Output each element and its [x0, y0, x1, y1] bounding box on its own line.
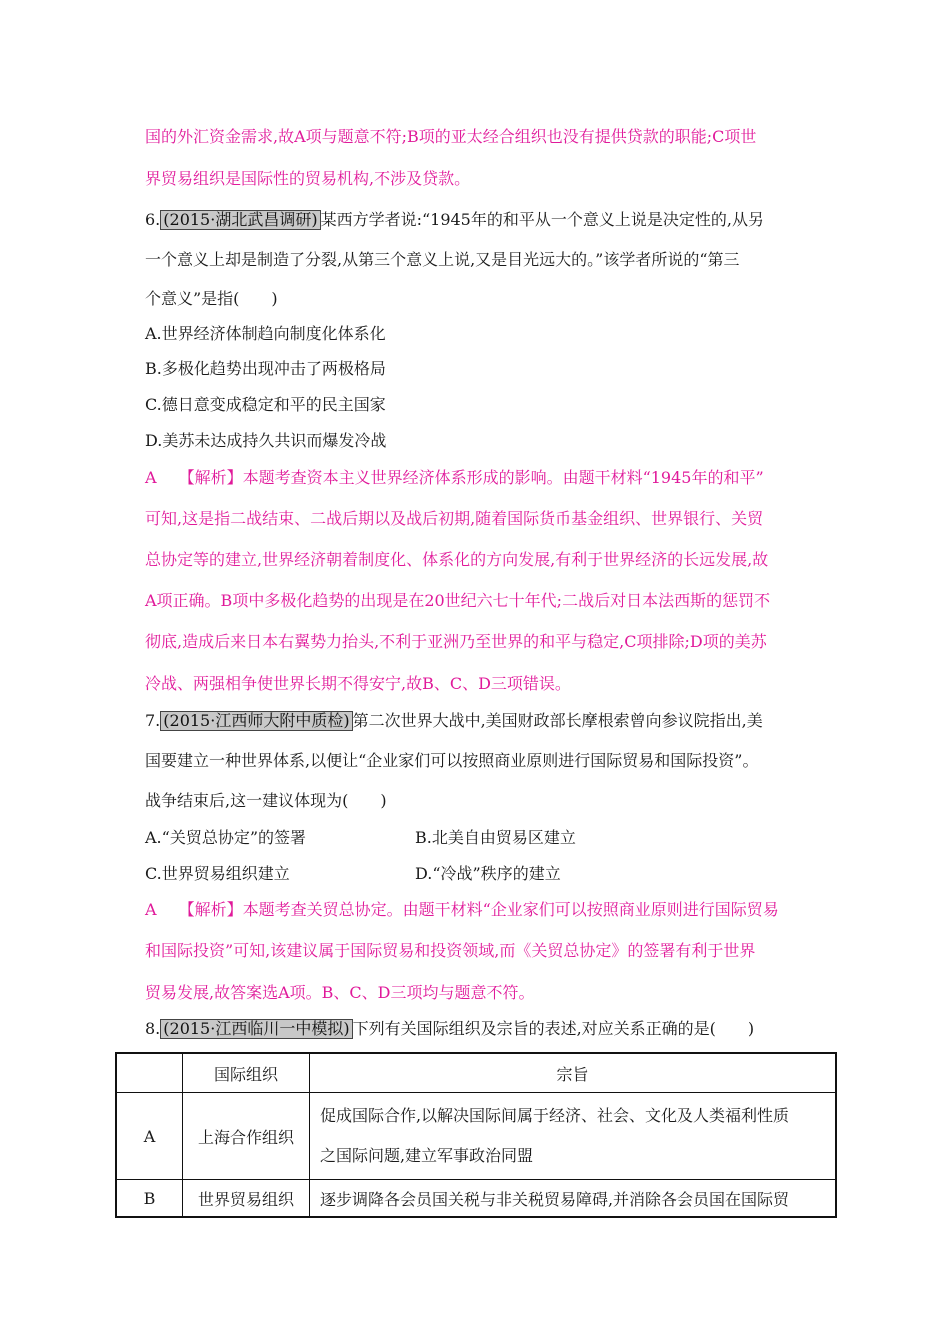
table-header-purpose: 宗旨 [309, 1053, 836, 1093]
analysis-line: 彻底,造成后来日本右翼势力抬头,不利于亚洲乃至世界的和平与稳定,C项排除;D项的美苏 [145, 632, 767, 651]
organization-table [115, 1052, 837, 1218]
analysis-line: 和国际投资”可知,该建议属于国际贸易和投资领域,而《关贸总协定》的签署有利于世界 [145, 941, 756, 960]
question-7-analysis [145, 900, 825, 920]
question-6-option-d: D.美苏未达成持久共识而爆发冷战 [145, 431, 387, 450]
table-row [116, 1093, 836, 1180]
row-org: 上海合作组织 [183, 1093, 310, 1180]
table-header-org: 国际组织 [183, 1053, 310, 1093]
table-header-blank [116, 1053, 183, 1093]
table-row [116, 1180, 836, 1218]
question-7-stem-line: 国要建立一种世界体系,以便让“企业家们可以按照商业原则进行国际贸易和国际投资”。 [145, 751, 759, 770]
analysis-line: 可知,这是指二战结束、二战后期以及战后初期,随着国际货币基金组织、世界银行、关贸 [145, 509, 764, 528]
question-6-option-b: B.多极化趋势出现冲击了两极格局 [145, 359, 386, 378]
question-6-option-a: A.世界经济体制趋向制度化体系化 [145, 324, 386, 343]
row-key: B [116, 1180, 183, 1218]
answer-letter: A [145, 468, 157, 487]
table-header-row [116, 1053, 836, 1093]
analysis-line: 总协定等的建立,世界经济朝着制度化、体系化的方向发展,有利于世界经济的长远发展,故 [145, 550, 769, 569]
question-7-options-row [145, 864, 825, 884]
analysis-line: 冷战、两强相争使世界长期不得安宁,故B、C、D三项错误。 [145, 674, 571, 693]
analysis-line: 贸易发展,故答案选A项。B、C、D三项均与题意不符。 [145, 983, 535, 1002]
stem-text: 第二次世界大战中,美国财政部长摩根索曾向参议院指出,美 [352, 711, 763, 730]
question-7-option-c: C.世界贸易组织建立 [145, 864, 290, 883]
stem-text: 下列有关国际组织及宗旨的表述,对应关系正确的是( ) [352, 1019, 755, 1038]
question-7-stem [145, 711, 825, 731]
analysis-text: 【解析】本题考查资本主义世界经济体系形成的影响。由题干材料“1945年的和平” [178, 468, 764, 487]
analysis-text: 【解析】本题考查关贸总协定。由题干材料“企业家们可以按照商业原则进行国际贸易 [178, 900, 779, 919]
question-7-stem-line: 战争结束后,这一建议体现为( ) [145, 791, 387, 810]
stem-text: 某西方学者说:“1945年的和平从一个意义上说是决定性的,从另 [320, 210, 764, 229]
question-6-stem [145, 210, 825, 230]
row-org: 世界贸易组织 [183, 1180, 310, 1218]
question-8-stem [145, 1019, 825, 1039]
row-key: A [116, 1093, 183, 1180]
question-number: 8. [145, 1019, 161, 1038]
explanation-line: 国的外汇资金需求,故A项与题意不符;B项的亚太经合组织也没有提供贷款的职能;C项世 [145, 127, 757, 146]
question-6-option-c: C.德日意变成稳定和平的民主国家 [145, 395, 386, 414]
question-7-option-d: D.“冷战”秩序的建立 [415, 864, 561, 883]
explanation-line: 界贸易组织是国际性的贸易机构,不涉及贷款。 [145, 169, 471, 188]
question-6-analysis [145, 468, 825, 488]
row-purpose [309, 1093, 836, 1180]
purpose-line: 促成国际合作,以解决国际间属于经济、社会、文化及人类福利性质 [319, 1106, 790, 1125]
source-tag: (2015·湖北武昌调研) [160, 210, 320, 230]
question-number: 6. [145, 210, 161, 229]
answer-letter: A [145, 900, 157, 919]
question-7-options-row [145, 828, 825, 848]
question-6-stem-line: 个意义”是指( ) [145, 289, 278, 308]
source-tag: (2015·江西师大附中质检) [160, 711, 352, 731]
question-7-option-a: A.“关贸总协定”的签署 [145, 828, 307, 847]
question-6-stem-line: 一个意义上却是制造了分裂,从第三个意义上说,又是目光远大的。”该学者所说的“第三 [145, 250, 740, 269]
question-number: 7. [145, 711, 161, 730]
purpose-line: 之国际问题,建立军事政治同盟 [319, 1146, 534, 1165]
source-tag: (2015·江西临川一中模拟) [160, 1019, 352, 1039]
question-7-option-b: B.北美自由贸易区建立 [415, 828, 576, 847]
row-purpose: 逐步调降各会员国关税与非关税贸易障碍,并消除各会员国在国际贸 [309, 1180, 836, 1218]
analysis-line: A项正确。B项中多极化趋势的出现是在20世纪六七十年代;二战后对日本法西斯的惩罚不 [145, 591, 771, 610]
